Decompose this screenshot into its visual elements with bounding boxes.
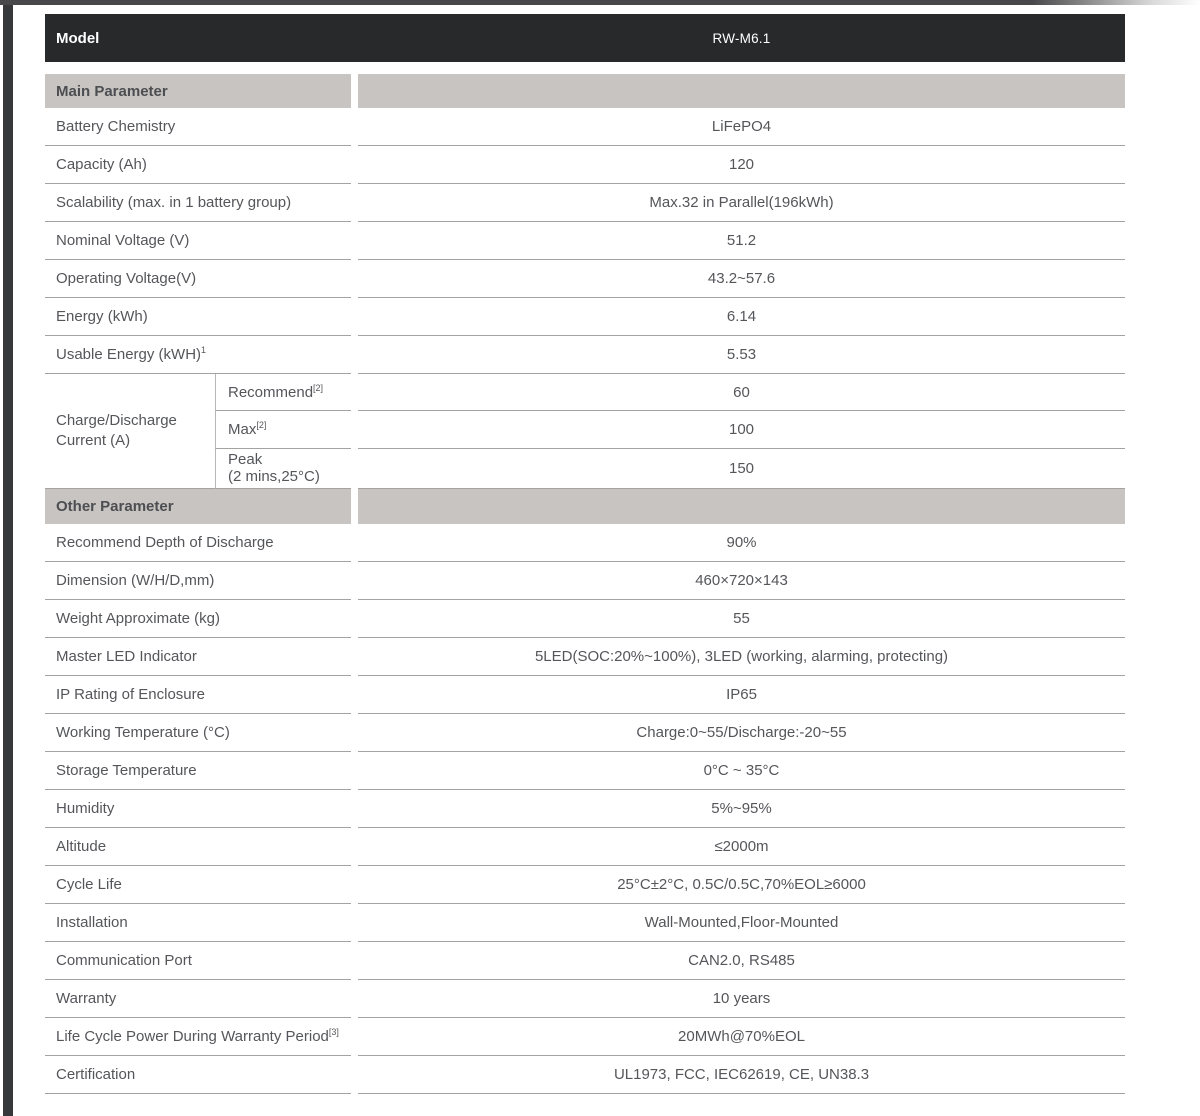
spec-row-label-text: Cycle Life (56, 876, 122, 893)
spec-row-label-text: Energy (kWh) (56, 308, 148, 325)
spec-row-value: 100 (358, 411, 1125, 449)
spec-row-value: Charge:0~55/Discharge:-20~55 (358, 714, 1125, 752)
column-gap (351, 866, 358, 904)
spec-row-value: 150 (358, 449, 1125, 489)
spec-row (45, 904, 1125, 942)
spec-row-label-text: Max (228, 421, 257, 438)
spec-row (45, 336, 1125, 374)
main-parameter-rows (45, 108, 1125, 374)
section-header-gap (351, 489, 358, 524)
spec-row-value: 55 (358, 600, 1125, 638)
footnote-marker: [2] (313, 382, 324, 393)
column-gap (351, 562, 358, 600)
spec-row-label-text: IP Rating of Enclosure (56, 686, 205, 703)
spec-row-label-text: Weight Approximate (kg) (56, 610, 220, 627)
spec-row-label-text: Capacity (Ah) (56, 156, 147, 173)
spec-row-value: LiFePO4 (358, 108, 1125, 146)
spec-row (45, 828, 1125, 866)
section-header-other-parameter (45, 489, 1125, 524)
section-header-other-label: Other Parameter (45, 489, 351, 524)
spec-row-value: 51.2 (358, 222, 1125, 260)
spec-row (45, 222, 1125, 260)
spec-row-label (45, 184, 351, 222)
column-gap (351, 1018, 358, 1056)
spec-row-label (45, 562, 351, 600)
model-header-bar (45, 14, 1125, 62)
section-header-gap (351, 74, 358, 108)
spec-row-label (45, 638, 351, 676)
spec-row-label (45, 108, 351, 146)
column-gap (351, 942, 358, 980)
spec-row-value: 5.53 (358, 336, 1125, 374)
spec-row-label (45, 942, 351, 980)
spec-row-label-text: Peak (228, 451, 263, 468)
spec-row (45, 866, 1125, 904)
column-gap (351, 828, 358, 866)
spec-row-label (45, 904, 351, 942)
spec-sheet (45, 14, 1125, 1094)
model-label: Model (56, 29, 100, 47)
spec-row-value: 5LED(SOC:20%~100%), 3LED (working, alarming, protecting) (358, 638, 1125, 676)
spec-row-label (45, 1056, 351, 1094)
spec-row (45, 108, 1125, 146)
spec-row-label-text: Communication Port (56, 952, 192, 969)
spec-row (45, 184, 1125, 222)
spec-row (45, 260, 1125, 298)
spec-row-label-text: Usable Energy (kWH) (56, 346, 202, 363)
spec-row (45, 1056, 1125, 1094)
column-gap (351, 374, 358, 411)
spec-row-label-text2: (2 mins,25°C) (228, 467, 320, 485)
spec-row-value: 0°C ~ 35°C (358, 752, 1125, 790)
spec-row-value: 90% (358, 524, 1125, 562)
spec-row-value: 25°C±2°C, 0.5C/0.5C,70%EOL≥6000 (358, 866, 1125, 904)
spec-row-label (45, 146, 351, 184)
spec-row-label-text: Nominal Voltage (V) (56, 232, 190, 249)
column-gap (351, 298, 358, 336)
spec-row (45, 524, 1125, 562)
spec-row-label-text: Warranty (56, 990, 117, 1007)
spec-row-value: 43.2~57.6 (358, 260, 1125, 298)
spec-row (215, 374, 1125, 411)
column-gap (351, 638, 358, 676)
other-parameter-rows (45, 524, 1125, 1094)
section-header-main-fill (358, 74, 1125, 108)
column-gap (351, 904, 358, 942)
section-header-main-label: Main Parameter (45, 74, 351, 108)
window-top-edge (0, 0, 1200, 5)
spec-row-label (215, 449, 351, 489)
spec-row (45, 298, 1125, 336)
spec-row-label (45, 336, 351, 374)
spec-row-label (45, 980, 351, 1018)
spec-row-label-text: Battery Chemistry (56, 118, 176, 135)
charge-discharge-label: Charge/Discharge Current (A) (45, 374, 215, 489)
spec-row (45, 980, 1125, 1018)
column-gap (351, 524, 358, 562)
footnote-marker: 1 (201, 345, 207, 355)
column-gap (351, 1056, 358, 1094)
section-header-main-parameter (45, 74, 1125, 108)
spec-row-value: 5%~95% (358, 790, 1125, 828)
column-gap (351, 146, 358, 184)
spec-row-label (45, 1018, 351, 1056)
spec-row-value: Max.32 in Parallel(196kWh) (358, 184, 1125, 222)
spec-row-value: UL1973, FCC, IEC62619, CE, UN38.3 (358, 1056, 1125, 1094)
spec-row-value: 60 (358, 374, 1125, 411)
spec-row (215, 411, 1125, 449)
spec-row-label (45, 676, 351, 714)
spec-row (45, 638, 1125, 676)
spec-row-label-text: Operating Voltage(V) (56, 270, 197, 287)
spec-row-label (45, 790, 351, 828)
footnote-marker: [2] (256, 420, 267, 430)
spec-row-label (45, 752, 351, 790)
column-gap (351, 752, 358, 790)
column-gap (351, 449, 358, 489)
spec-row-label (45, 714, 351, 752)
column-gap (351, 336, 358, 374)
column-gap (351, 714, 358, 752)
spec-row (45, 1018, 1125, 1056)
spec-row-label-text: Humidity (56, 800, 115, 817)
spec-row-label (45, 222, 351, 260)
spec-row-label (45, 260, 351, 298)
footnote-marker: [3] (328, 1027, 339, 1037)
spec-row-value: CAN2.0, RS485 (358, 942, 1125, 980)
column-gap (351, 411, 358, 449)
spec-row-label-text: Life Cycle Power During Warranty Period (56, 1028, 329, 1045)
spec-row-value: IP65 (358, 676, 1125, 714)
column-gap (351, 108, 358, 146)
spec-row-label (45, 298, 351, 336)
spec-row-value: 460×720×143 (358, 562, 1125, 600)
model-value: RW-M6.1 (712, 30, 771, 46)
spec-row-label-text: Altitude (56, 838, 107, 855)
column-gap (351, 980, 358, 1018)
spec-row (45, 676, 1125, 714)
column-gap (351, 260, 358, 298)
spec-row-label (45, 828, 351, 866)
column-gap (351, 600, 358, 638)
spec-row (45, 600, 1125, 638)
spec-row-label-text: Recommend (228, 383, 314, 401)
spec-row-label (215, 411, 351, 449)
spec-row-label-text: Certification (56, 1066, 136, 1083)
spec-row (45, 942, 1125, 980)
window-left-edge (3, 5, 13, 1116)
charge-discharge-group (45, 374, 1125, 489)
spec-row (45, 752, 1125, 790)
spec-row (45, 790, 1125, 828)
spec-row-value: 10 years (358, 980, 1125, 1018)
spec-row-label-text: Dimension (W/H/D,mm) (56, 572, 215, 589)
spec-row-label (45, 600, 351, 638)
column-gap (351, 184, 358, 222)
spec-row-value: 20MWh@70%EOL (358, 1018, 1125, 1056)
spec-row-value: 6.14 (358, 298, 1125, 336)
column-gap (351, 790, 358, 828)
spec-row (45, 146, 1125, 184)
charge-discharge-rows (215, 374, 1125, 489)
spec-row-label-text: Recommend Depth of Discharge (56, 534, 274, 551)
section-header-other-fill (358, 489, 1125, 524)
spec-row-label (215, 374, 351, 411)
spec-row-label (45, 524, 351, 562)
spec-row-label-text: Master LED Indicator (56, 648, 197, 665)
spec-row-label-text: Working Temperature (°C) (56, 724, 230, 741)
spec-row (45, 562, 1125, 600)
spec-row-value: Wall-Mounted,Floor-Mounted (358, 904, 1125, 942)
spec-row (45, 714, 1125, 752)
spec-row-label-text: Scalability (max. in 1 battery group) (56, 194, 292, 211)
column-gap (351, 676, 358, 714)
spec-row-value: ≤2000m (358, 828, 1125, 866)
spec-row-label-text: Installation (56, 914, 128, 931)
spec-row-label-text: Storage Temperature (56, 762, 197, 779)
spec-row (215, 449, 1125, 489)
spec-row-label (45, 866, 351, 904)
spec-row-value: 120 (358, 146, 1125, 184)
column-gap (351, 222, 358, 260)
